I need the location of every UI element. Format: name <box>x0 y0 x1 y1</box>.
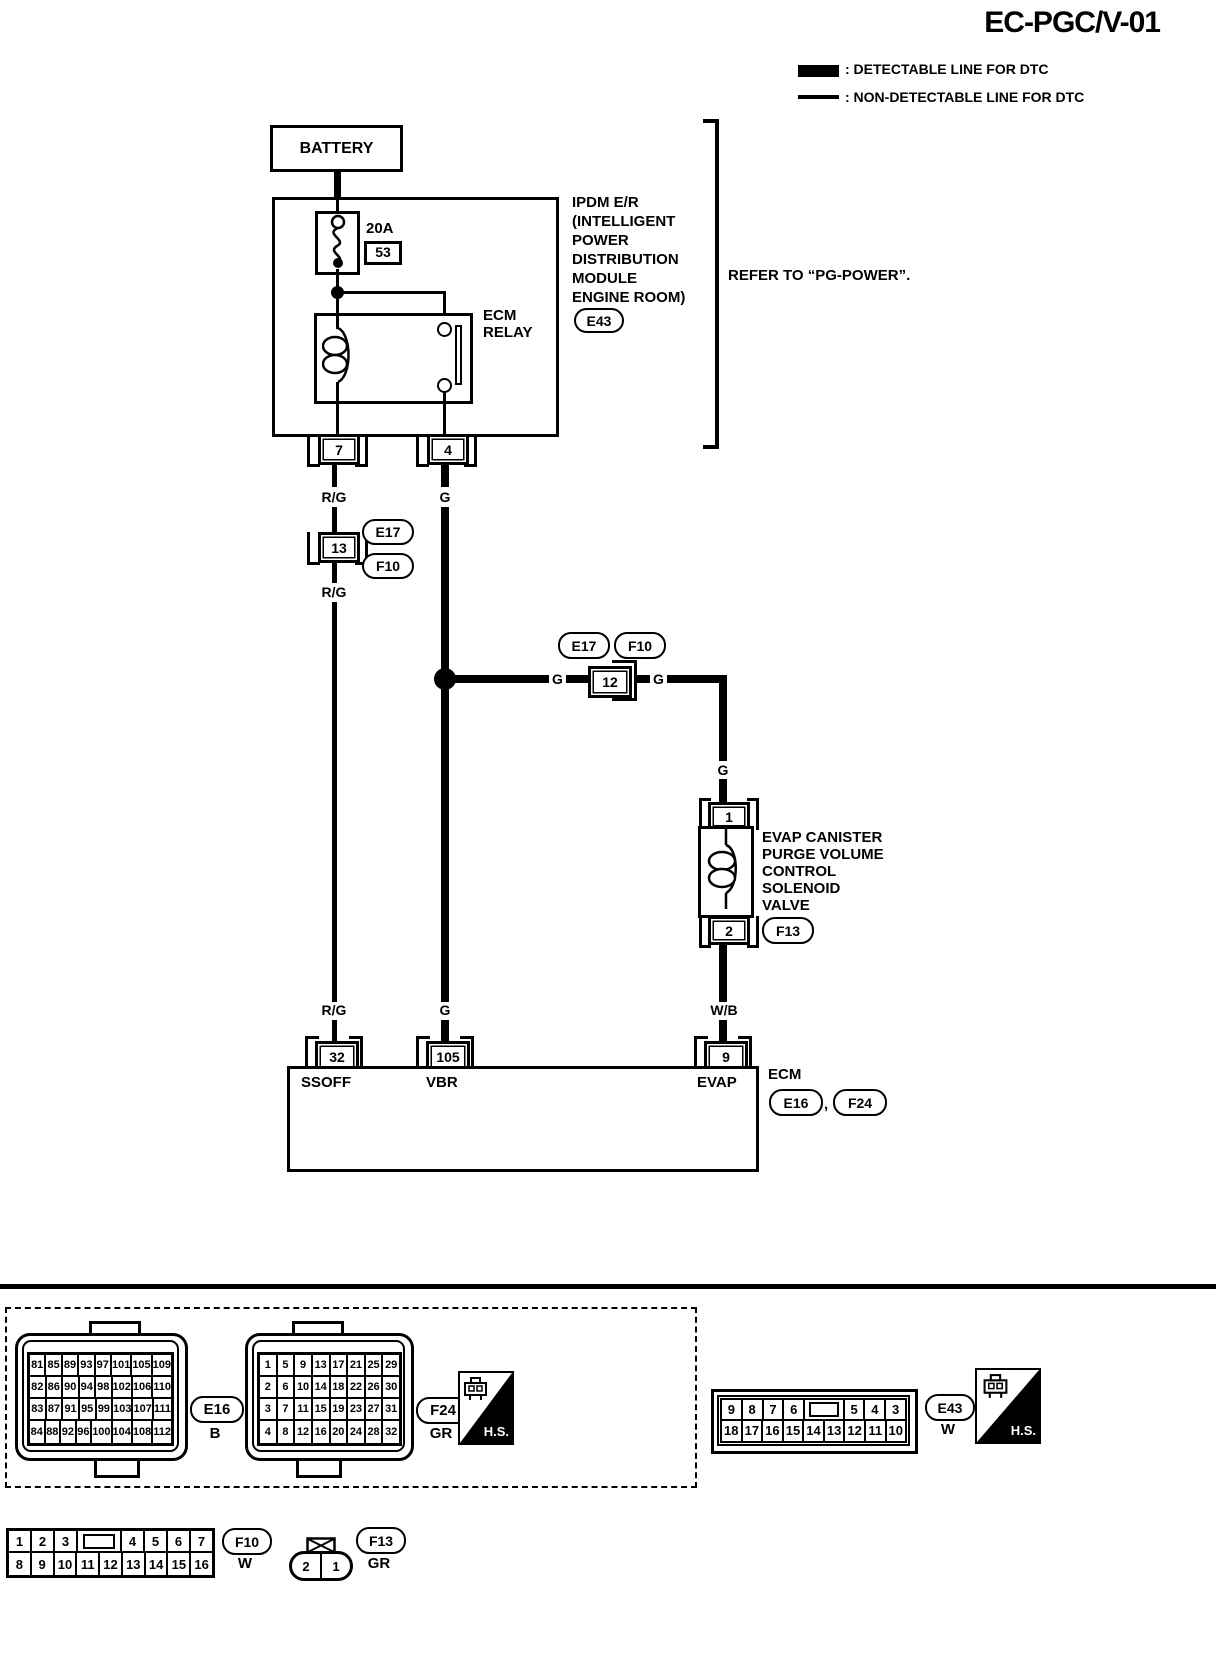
pin-row <box>260 1399 399 1421</box>
pin-cell: 30 <box>383 1377 399 1399</box>
pin-cell: 29 <box>383 1355 399 1377</box>
pin-cell: 12 <box>100 1553 123 1575</box>
wire-g-evap-stub <box>719 779 727 803</box>
wire-coil-top <box>336 299 339 329</box>
pin-cell: 13 <box>313 1355 331 1377</box>
wire-color-wb: W/B <box>703 1002 745 1018</box>
relay-coil-icon <box>322 326 354 384</box>
f13-pin-1: 1 <box>332 1558 340 1574</box>
pin-cell: 32 <box>385 1426 398 1438</box>
battery-box <box>270 125 403 172</box>
pin-cell: 16 <box>194 1556 209 1572</box>
ipdm-name-line1: IPDM E/R <box>572 194 639 211</box>
pin-cell: 18 <box>722 1421 743 1442</box>
pin-cell: 15 <box>784 1421 805 1442</box>
fuse-rating-label: 20A <box>366 220 394 237</box>
pin-cell: 103 <box>113 1399 133 1421</box>
relay-contact-bar <box>455 325 462 385</box>
pin-cell: 106 <box>133 1377 153 1399</box>
pin-cell: 11 <box>866 1421 887 1442</box>
refer-bracket-tick-top <box>703 119 716 123</box>
pin-cell: 7 <box>191 1531 212 1553</box>
wire-wb-long <box>719 944 727 1002</box>
hs-icon-2 <box>975 1368 1041 1444</box>
pin-row <box>30 1421 171 1443</box>
pin-cell: 11 <box>77 1553 100 1575</box>
conn13-oval-f10: F10 <box>362 553 414 579</box>
wire-g-h1 <box>449 675 549 683</box>
ecm-label: ECM <box>768 1066 802 1083</box>
wire-color-rg-2: R/G <box>313 584 355 600</box>
pin-cell: 22 <box>348 1377 366 1399</box>
wire-g-stub2 <box>441 1020 449 1041</box>
ipdm-name-line6: ENGINE ROOM) <box>572 289 686 306</box>
connector-glyph-icon <box>461 1375 491 1402</box>
keyway-cell <box>805 1400 845 1421</box>
pin-cell: 83 <box>30 1399 47 1421</box>
pin-cell: 17 <box>743 1421 764 1442</box>
wire-rg-seg2 <box>332 507 337 532</box>
wire-color-g-1: G <box>437 489 453 505</box>
ipdm-name-line4: DISTRIBUTION <box>572 251 679 268</box>
f10-pin-grid <box>6 1528 215 1578</box>
connector-glyph-icon <box>980 1372 1012 1400</box>
wire-g-h2 <box>566 675 590 683</box>
refer-bracket-tick-bottom <box>703 445 716 449</box>
wire-color-rg-3: R/G <box>313 1002 355 1018</box>
pin-cell: 99 <box>97 1399 114 1421</box>
legend-nondetectable-label: : NON-DETECTABLE LINE FOR DTC <box>845 89 1085 105</box>
pin-cell: 111 <box>154 1399 171 1421</box>
f10-color-label: W <box>237 1555 253 1572</box>
pin-cell: 15 <box>313 1399 331 1421</box>
pin-row <box>30 1355 171 1377</box>
page-title: EC-PGC/V-01 <box>984 6 1160 39</box>
ipdm-name-line3: POWER <box>572 232 629 249</box>
wire-color-g-mid1: G <box>549 671 566 687</box>
pin-cell: 89 <box>63 1355 79 1377</box>
ipdm-name-line2: (INTELLIGENT <box>572 213 676 230</box>
wire-color-g-2: G <box>437 1002 453 1018</box>
pin-cell: 16 <box>313 1421 331 1443</box>
conn12-box: 12 <box>588 666 632 698</box>
pin-cell: 96 <box>77 1421 93 1443</box>
valve-name-line1: EVAP CANISTER <box>762 829 883 846</box>
ecm-terminal-105-name: VBR <box>426 1074 458 1091</box>
legend-detectable-swatch <box>798 65 839 77</box>
wire-g-stub1 <box>441 464 449 487</box>
fuse-symbol-icon <box>318 212 352 268</box>
pin-cell: 3 <box>260 1399 278 1421</box>
e16-pin-grid <box>27 1352 174 1446</box>
pin-cell: 4 <box>260 1421 278 1443</box>
pin-cell: 18 <box>331 1377 349 1399</box>
pin-cell: 31 <box>383 1399 399 1421</box>
pin-cell: 3 <box>55 1531 78 1553</box>
pin-cell: 101 <box>112 1355 132 1377</box>
ipdm-connector-oval: E43 <box>574 308 624 333</box>
wire-g-h3 <box>637 675 650 683</box>
pin-cell: 11 <box>295 1399 313 1421</box>
wire-rg-stub2 <box>332 562 337 583</box>
pin-cell: 2 <box>32 1531 55 1553</box>
pin-cell: 19 <box>331 1399 349 1421</box>
pin-cell: 26 <box>366 1377 384 1399</box>
pin-cell: 5 <box>145 1531 168 1553</box>
hs-label-2: H.S. <box>1010 1423 1036 1438</box>
pin-cell: 21 <box>348 1355 366 1377</box>
pin-cell: 4 <box>865 1400 886 1421</box>
pin-cell: 88 <box>46 1421 62 1443</box>
pin-cell: 104 <box>113 1421 133 1443</box>
fuse-number-box <box>364 241 402 265</box>
conn13-box: 13 <box>318 532 360 563</box>
pin-row <box>30 1399 171 1421</box>
e43-pin-grid <box>720 1398 907 1443</box>
pin-cell: 91 <box>63 1399 80 1421</box>
refer-bracket-vertical <box>715 119 719 449</box>
conn12-oval-e17: E17 <box>558 632 610 659</box>
pin-cell: 105 <box>132 1355 152 1377</box>
pin-cell: 85 <box>46 1355 62 1377</box>
legend-nondetectable-swatch <box>798 95 839 99</box>
pin-cell: 20 <box>331 1421 349 1443</box>
hs-label-1: H.S. <box>483 1424 509 1439</box>
pin-cell: 6 <box>784 1400 805 1421</box>
f13-oval: F13 <box>356 1527 406 1554</box>
pin-cell: 5 <box>278 1355 296 1377</box>
relay-contact-top <box>437 322 452 337</box>
pin-cell: 94 <box>80 1377 97 1399</box>
wire-g-corner-down <box>719 675 727 761</box>
pin-cell: 15 <box>168 1553 191 1575</box>
pin-cell: 4 <box>122 1531 145 1553</box>
pin-cell: 10 <box>888 1423 904 1439</box>
pin-row <box>722 1400 905 1421</box>
wire-rg-stub1 <box>332 464 337 487</box>
pin-cell: 95 <box>80 1399 97 1421</box>
pin-cell: 10 <box>295 1377 313 1399</box>
pin-cell: 2 <box>260 1377 278 1399</box>
pin-cell: 13 <box>825 1421 846 1442</box>
pin-cell: 92 <box>61 1421 77 1443</box>
pin-row <box>9 1531 212 1553</box>
ipdm-pin-7: 7 <box>318 434 360 465</box>
e43-oval: E43 <box>925 1394 975 1421</box>
f10-oval: F10 <box>222 1528 272 1555</box>
pin-cell: 16 <box>763 1421 784 1442</box>
wire-coil-bottom <box>336 382 339 434</box>
pin-cell: 102 <box>113 1377 133 1399</box>
pin-cell: 87 <box>47 1399 64 1421</box>
e16-oval: E16 <box>190 1396 244 1423</box>
pin-cell: 6 <box>168 1531 191 1553</box>
keyway-cell <box>78 1531 122 1553</box>
pin-cell: 12 <box>295 1421 313 1443</box>
valve-name-line4: SOLENOID <box>762 880 841 897</box>
pin-cell: 7 <box>764 1400 785 1421</box>
wire-color-g-mid2: G <box>650 671 667 687</box>
pin-cell: 8 <box>743 1400 764 1421</box>
valve-name-line2: PURGE VOLUME <box>762 846 884 863</box>
pin-cell: 28 <box>366 1421 384 1443</box>
pin-row <box>9 1553 212 1575</box>
wire-g-h4 <box>667 675 727 683</box>
keyway-slot <box>83 1534 116 1549</box>
relay-label-line1: ECM <box>483 307 517 324</box>
pin-cell: 5 <box>845 1400 866 1421</box>
pin-row <box>722 1421 905 1442</box>
ipdm-name-line5: MODULE <box>572 270 637 287</box>
pin-cell: 93 <box>79 1355 95 1377</box>
pin-cell: 7 <box>278 1399 296 1421</box>
pin-cell: 3 <box>886 1400 905 1421</box>
pin-cell: 13 <box>123 1553 146 1575</box>
refer-note: REFER TO “PG-POWER”. <box>728 267 911 284</box>
battery-label: BATTERY <box>299 139 374 157</box>
ecm-terminal-32: 32 <box>315 1041 359 1072</box>
ipdm-pin-4: 4 <box>427 434 469 465</box>
legend-detectable-label: : DETECTABLE LINE FOR DTC <box>845 61 1049 77</box>
valve-coil-icon <box>701 829 745 909</box>
wire-battery <box>334 172 341 198</box>
wire-rg-stub3 <box>332 1020 337 1041</box>
ecm-connector-e16-oval: E16 <box>769 1089 823 1116</box>
wire-rg-long <box>332 602 337 1002</box>
fuse-number: 53 <box>375 244 391 261</box>
pin-cell: 14 <box>146 1553 169 1575</box>
pin-cell: 86 <box>47 1377 64 1399</box>
pin-cell: 107 <box>133 1399 153 1421</box>
pin-cell: 25 <box>366 1355 384 1377</box>
wire-wb-stub <box>719 1020 727 1041</box>
ecm-terminal-9-name: EVAP <box>697 1074 737 1091</box>
pin-cell: 23 <box>348 1399 366 1421</box>
wire-contact-bottom <box>443 392 446 434</box>
pin-cell: 90 <box>63 1377 80 1399</box>
pin-cell: 9 <box>295 1355 313 1377</box>
pin-cell: 1 <box>9 1531 32 1553</box>
pin-cell: 84 <box>30 1421 46 1443</box>
section-divider <box>0 1284 1216 1289</box>
conn13-oval-e17: E17 <box>362 519 414 545</box>
pin-cell: 1 <box>260 1355 278 1377</box>
ecm-box <box>287 1066 759 1172</box>
pin-cell: 9 <box>32 1553 55 1575</box>
pin-cell: 8 <box>9 1553 32 1575</box>
pin-row <box>260 1355 399 1377</box>
pin-cell: 9 <box>722 1400 743 1421</box>
relay-label-line2: RELAY <box>483 324 533 341</box>
pin-cell: 17 <box>331 1355 349 1377</box>
hs-icon-1 <box>458 1371 514 1445</box>
f13-connector-body <box>289 1551 353 1581</box>
f13-color-label: GR <box>367 1555 391 1572</box>
pin-cell: 109 <box>153 1355 171 1377</box>
ecm-terminal-9: 9 <box>704 1041 748 1072</box>
f24-pin-grid <box>257 1352 402 1446</box>
valve-pin-2: 2 <box>708 916 750 945</box>
pin-row <box>260 1421 399 1443</box>
keyway-slot <box>809 1402 839 1417</box>
pin-row <box>30 1377 171 1399</box>
pin-cell: 81 <box>30 1355 46 1377</box>
pin-cell: 24 <box>348 1421 366 1443</box>
pin-row <box>260 1377 399 1399</box>
ecm-terminal-105: 105 <box>426 1041 470 1072</box>
wire-color-g-evap: G <box>714 762 732 778</box>
f13-pin-2: 2 <box>292 1554 322 1578</box>
pin-cell: 100 <box>92 1421 112 1443</box>
ecm-connector-f24-oval: F24 <box>833 1089 887 1116</box>
pin-cell: 110 <box>153 1377 171 1399</box>
valve-pin-1: 1 <box>708 802 750 831</box>
valve-name-line3: CONTROL <box>762 863 837 880</box>
relay-contact-bottom <box>437 378 452 393</box>
e16-color-label: B <box>209 1425 221 1442</box>
wire-color-rg-1: R/G <box>313 489 355 505</box>
wire-g-long <box>441 507 449 1002</box>
pin-cell: 6 <box>278 1377 296 1399</box>
ecm-connector-separator: , <box>824 1096 829 1113</box>
pin-cell: 108 <box>133 1421 153 1443</box>
pin-cell: 98 <box>96 1377 113 1399</box>
conn12-oval-f10: F10 <box>614 632 666 659</box>
valve-name-line5: VALVE <box>762 897 810 914</box>
valve-connector-oval: F13 <box>762 917 814 944</box>
pin-cell: 27 <box>366 1399 384 1421</box>
pin-cell: 82 <box>30 1377 47 1399</box>
wire-branch-horizontal <box>337 291 446 294</box>
pin-cell: 10 <box>55 1553 78 1575</box>
pin-cell: 14 <box>804 1421 825 1442</box>
pin-cell: 112 <box>153 1426 172 1438</box>
ecm-terminal-32-name: SSOFF <box>301 1074 352 1091</box>
pin-cell: 8 <box>278 1421 296 1443</box>
f24-color-label: GR <box>429 1425 453 1442</box>
e43-color-label: W <box>940 1421 956 1438</box>
pin-cell: 12 <box>845 1421 866 1442</box>
f24-oval: F24 <box>416 1397 470 1424</box>
pin-cell: 97 <box>96 1355 112 1377</box>
pin-cell: 14 <box>313 1377 331 1399</box>
